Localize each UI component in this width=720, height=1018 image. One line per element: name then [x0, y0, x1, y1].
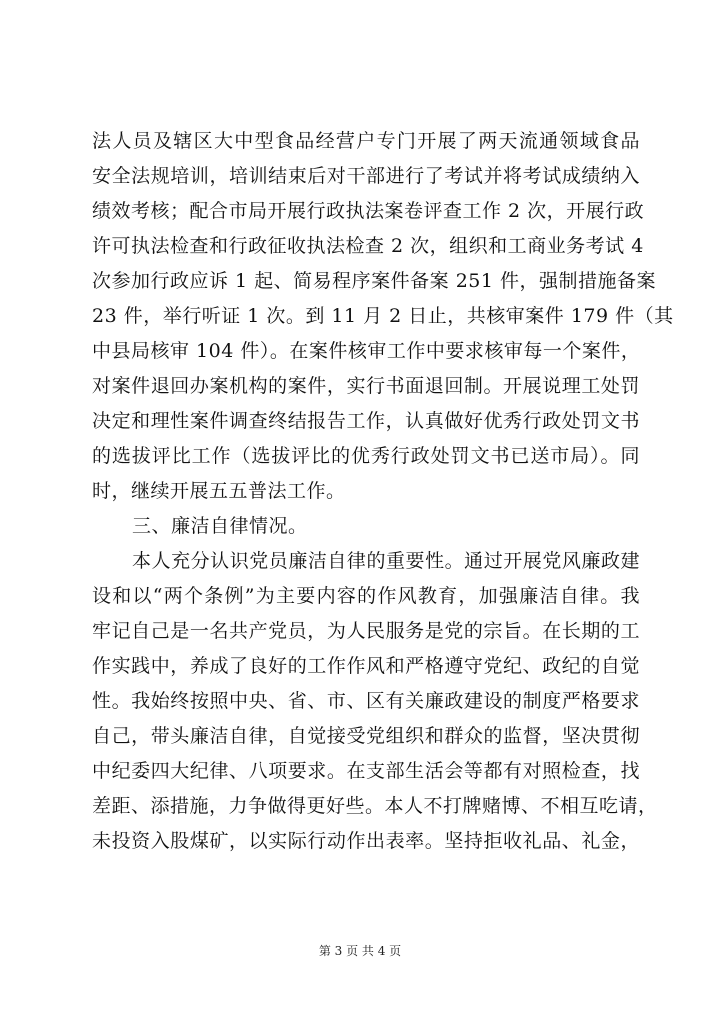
text-line: 法人员及辖区大中型食品经营户专门开展了两天流通领域食品 [92, 130, 640, 152]
text-line: 对案件退回办案机构的案件，实行书面退回制。开展说理工处罚 [92, 375, 640, 397]
text-line: 23 件，举行听证 1 次。到 11 月 2 日止，共核审案件 179 件（其 [92, 305, 674, 327]
text-line: 绩效考核；配合市局开展行政执法案卷评查工作 2 次，开展行政 [92, 200, 645, 222]
text-line: 时，继续开展五五普法工作。 [92, 480, 346, 502]
text-line: 中县局核审 104 件）。在案件核审工作中要求核审每一个案件， [92, 340, 641, 362]
text-line: 性。我始终按照中央、省、市、区有关廉政建设的制度严格要求 [92, 690, 640, 712]
text-line: 本人充分认识党员廉洁自律的重要性。通过开展党风廉政建 [132, 550, 640, 572]
text-line: 决定和理性案件调查终结报告工作，认真做好优秀行政处罚文书 [92, 410, 640, 432]
text-line: 安全法规培训，培训结束后对干部进行了考试并将考试成绩纳入 [92, 165, 640, 187]
text-line: 未投资入股煤矿，以实际行动作出表率。坚持拒收礼品、礼金， [92, 830, 640, 852]
text-line: 差距、添措施，力争做得更好些。本人不打牌赌博、不相互吃请， [92, 795, 658, 817]
text-line: 的选拔评比工作（选拔评比的优秀行政处罚文书已送市局）。同 [92, 445, 640, 467]
text-line: 牢记自己是一名共产党员，为人民服务是党的宗旨。在长期的工 [92, 620, 640, 642]
section-heading: 三、廉洁自律情况。 [132, 515, 308, 537]
text-line: 自己，带头廉洁自律，自觉接受党组织和群众的监督，坚决贯彻 [92, 725, 640, 747]
document-body [92, 124, 674, 859]
text-line: 许可执法检查和行政征收执法检查 2 次，组织和工商业务考试 4 [92, 235, 644, 257]
text-line: 作实践中，养成了良好的工作作风和严格遵守党纪、政纪的自觉 [92, 655, 640, 677]
text-line: 设和以“两个条例”为主要内容的作风教育，加强廉洁自律。我 [92, 585, 640, 607]
text-line: 中纪委四大纪律、八项要求。在支部生活会等都有对照检查，找 [92, 760, 640, 782]
page-number: 第 3 页 共 4 页 [318, 944, 402, 958]
text-line: 次参加行政应诉 1 起、简易程序案件备案 251 件，强制措施备案 [92, 270, 657, 292]
